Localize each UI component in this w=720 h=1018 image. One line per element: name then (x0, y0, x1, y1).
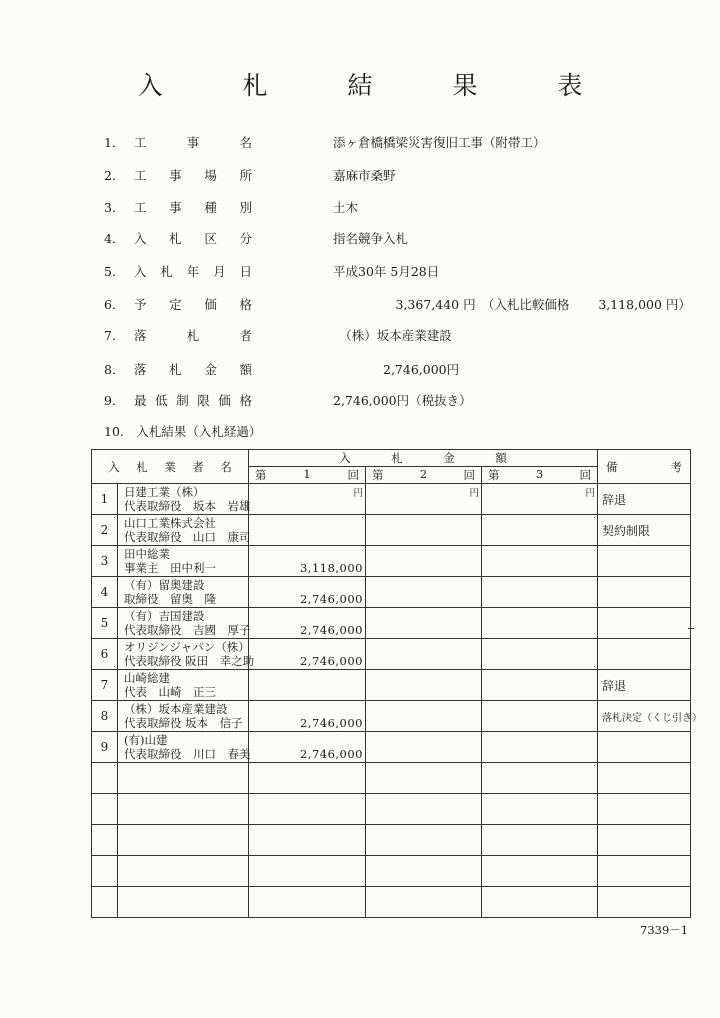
info-label (134, 133, 252, 151)
bidder-name (118, 670, 249, 701)
info-label-char: 年 (186, 264, 200, 279)
representative: 事業主 田中利一 (124, 561, 216, 575)
info-label-char: 格 (239, 393, 252, 408)
bid-amount-round-1 (249, 670, 366, 701)
bid-amount-round-3 (482, 608, 598, 639)
representative: 代表取締役 坂本 岩雄 (124, 499, 251, 513)
info-label-char: 区 (204, 231, 217, 246)
bid-amount-round-2 (366, 639, 482, 670)
info-label-char: 低 (155, 393, 168, 408)
company-name: 田中総業 (124, 547, 170, 561)
remarks-cell (598, 577, 691, 608)
bidder-name (118, 546, 249, 577)
empty-cell (118, 887, 249, 918)
info-value: （株）坂本産業建設 (333, 328, 452, 343)
bidder-header-char: 者 (192, 459, 204, 474)
row-number: 3 (92, 546, 118, 577)
info-label-char: 格 (239, 297, 252, 312)
empty-cell (118, 794, 249, 825)
info-label-char: 最 (134, 393, 147, 408)
table-row (92, 639, 691, 670)
info-label-char: 種 (204, 200, 217, 215)
row-number: 4 (92, 577, 118, 608)
bid-value: 2,746,000 (299, 747, 363, 761)
info-label (134, 295, 252, 313)
info-value: 2,746,000円（税抜き） (333, 393, 472, 408)
info-label (134, 326, 252, 344)
info-label (134, 229, 252, 247)
info-value: 添ヶ倉橋橋梁災害復旧工事（附帯工） (333, 135, 546, 150)
table-row (92, 484, 691, 515)
empty-cell (249, 887, 366, 918)
amount-header-char: 札 (391, 451, 403, 465)
empty-row (92, 763, 691, 794)
remarks-cell (598, 732, 691, 763)
info-number: 5． (104, 264, 125, 279)
page-title: 入 札 結 果 表 (137, 71, 619, 100)
empty-cell (482, 763, 598, 794)
info-label-char: 落 (134, 362, 147, 377)
info-label-char: 限 (197, 393, 210, 408)
representative: 代表取締役 阪田 幸之助 (124, 654, 255, 668)
amount-header-char: 金 (443, 451, 455, 465)
bid-value: 2,746,000 (299, 623, 363, 637)
info-number: 6． (104, 297, 125, 312)
remarks-header-char: 備 (606, 459, 618, 474)
empty-cell (92, 887, 118, 918)
empty-cell (598, 794, 691, 825)
empty-cell (92, 794, 118, 825)
empty-cell (482, 794, 598, 825)
remarks-cell (598, 639, 691, 670)
empty-cell (482, 887, 598, 918)
round-header-1 (249, 467, 366, 484)
bid-amount-round-3 (482, 639, 598, 670)
info-label-char: 価 (204, 297, 217, 312)
round-header-3 (482, 467, 598, 484)
remarks-cell: 辞退 (598, 670, 691, 701)
info-number: 3． (104, 200, 125, 215)
row-number: 9 (92, 732, 118, 763)
empty-cell (249, 763, 366, 794)
margin-mark (688, 628, 694, 629)
info-label-char: 額 (239, 362, 252, 377)
remarks-cell: 契約制限 (598, 515, 691, 546)
bid-amount-round-2 (366, 670, 482, 701)
info-label-char: 場 (204, 168, 217, 183)
table-row (92, 701, 691, 732)
company-name: （有）留奥建設 (124, 578, 205, 592)
yen-mark: 円 (585, 488, 596, 499)
info-label-char: 札 (169, 231, 182, 246)
company-name: （有）吉国建設 (124, 609, 205, 623)
info-label-char: 工 (134, 135, 147, 150)
table-row (92, 515, 691, 546)
info-label-char: 者 (239, 328, 252, 343)
empty-row (92, 887, 691, 918)
info-label-char: 事 (186, 135, 200, 150)
remarks-header (598, 450, 691, 484)
bid-amount-round-3 (482, 515, 598, 546)
empty-cell (482, 856, 598, 887)
empty-cell (366, 794, 482, 825)
bid-amount-round-2 (366, 546, 482, 577)
bid-amount-round-3 (482, 484, 598, 515)
empty-row (92, 825, 691, 856)
empty-cell (598, 825, 691, 856)
empty-cell (249, 794, 366, 825)
bid-amount-round-2 (366, 515, 482, 546)
bidder-header-char: 名 (220, 459, 232, 474)
representative: 代表 山崎 正三 (124, 685, 216, 699)
empty-row (92, 856, 691, 887)
company-name: 日建工業（株） (124, 485, 205, 499)
round-number: 1 (303, 467, 311, 481)
info-label-char: 価 (218, 393, 231, 408)
info-label-char: 事 (169, 200, 182, 215)
round-kai: 回 (579, 468, 592, 482)
bid-amount-header (249, 450, 598, 467)
empty-cell (366, 763, 482, 794)
info-label-char: 工 (134, 200, 147, 215)
info-label (134, 198, 252, 216)
representative: 代表取締役 吉國 厚子 (124, 623, 251, 637)
empty-cell (598, 763, 691, 794)
info-label-char: 名 (239, 135, 252, 150)
bid-amount-round-3 (482, 546, 598, 577)
info-label (134, 360, 252, 378)
company-name: 山崎総建 (124, 671, 170, 685)
bid-amount-round-3 (482, 670, 598, 701)
round-kai: 回 (347, 468, 359, 482)
bid-amount-round-3 (482, 701, 598, 732)
company-name: 山口工業株式会社 (124, 516, 216, 530)
info-label-char: 定 (169, 297, 182, 312)
info-label-char: 工 (134, 168, 147, 183)
empty-cell (366, 825, 482, 856)
bid-amount-round-1 (249, 484, 366, 515)
company-name: (有)山建 (124, 733, 168, 747)
bidder-header-char: 札 (136, 459, 148, 474)
bid-value: 2,746,000 (299, 716, 363, 730)
row-number: 5 (92, 608, 118, 639)
bid-amount-round-1 (249, 515, 366, 546)
bidder-name (118, 577, 249, 608)
bid-amount-round-1 (249, 701, 366, 732)
info-label-char: 制 (176, 393, 189, 408)
info-label-char: 入 (134, 231, 147, 246)
bid-amount-round-2 (366, 484, 482, 515)
remarks-cell (598, 608, 691, 639)
page-number: 7339－1 (640, 923, 689, 937)
info-value: 3,367,440 円 （入札比較価格 3,118,000 円） (333, 297, 691, 312)
info-label-char: 月 (213, 264, 226, 279)
round-dai: 第 (255, 468, 267, 482)
row-number: 6 (92, 639, 118, 670)
info-label-char: 所 (239, 168, 252, 183)
empty-cell (482, 825, 598, 856)
remarks-cell (598, 546, 691, 577)
bid-amount-round-2 (366, 701, 482, 732)
info-label-char: 札 (186, 328, 200, 343)
bidder-name-header (92, 450, 249, 484)
empty-cell (92, 825, 118, 856)
empty-cell (598, 887, 691, 918)
bid-amount-round-2 (366, 732, 482, 763)
info-label-char: 予 (134, 297, 147, 312)
info-label (134, 262, 252, 280)
info-label-char: 日 (239, 264, 252, 279)
info-label (134, 166, 252, 184)
remarks-cell: 辞退 (598, 484, 691, 515)
info-label-char: 分 (239, 231, 252, 246)
info-number: 9． (104, 393, 125, 408)
info-label-char: 落 (134, 328, 147, 343)
bid-value: 3,118,000 (299, 561, 363, 575)
info-label-char: 金 (204, 362, 217, 377)
company-name: オリジンジャパン（株） (124, 640, 250, 654)
table-row (92, 608, 691, 639)
bidder-header-char: 入 (108, 459, 120, 474)
table-row (92, 546, 691, 577)
row-number: 7 (92, 670, 118, 701)
empty-cell (598, 856, 691, 887)
amount-header-char: 入 (339, 451, 351, 465)
bid-amount-round-1 (249, 577, 366, 608)
bidder-name (118, 639, 255, 670)
table-row (92, 577, 691, 608)
info-number: 8． (104, 362, 125, 377)
bid-amount-round-3 (482, 732, 598, 763)
bid-amount-round-1 (249, 639, 366, 670)
empty-cell (366, 856, 482, 887)
info-number: 1． (104, 135, 125, 150)
info-label-char: 事 (169, 168, 182, 183)
empty-cell (366, 887, 482, 918)
round-number: 3 (535, 467, 544, 481)
bidder-name (118, 484, 249, 515)
row-number: 1 (92, 484, 118, 515)
empty-cell (118, 825, 249, 856)
info-label-char: 入 (134, 264, 147, 279)
table-row (92, 670, 691, 701)
info-value: 土木 (333, 200, 359, 215)
table-row (92, 732, 691, 763)
bidder-header-char: 業 (164, 459, 176, 474)
empty-cell (118, 763, 249, 794)
representative: 代表取締役 坂本 信子 (124, 716, 243, 730)
amount-header-char: 額 (495, 451, 507, 465)
empty-cell (249, 856, 366, 887)
bid-amount-round-1 (249, 608, 366, 639)
info-value: 嘉麻市桑野 (333, 168, 396, 183)
bid-value: 2,746,000 (299, 654, 363, 668)
round-dai: 第 (488, 468, 500, 482)
remarks-header-char: 考 (670, 459, 683, 474)
yen-mark: 円 (469, 488, 479, 499)
bid-amount-round-1 (249, 546, 366, 577)
section-bid-results-heading: 10. 入札結果（入札経過） (104, 424, 262, 439)
info-label-char: 別 (239, 200, 252, 215)
info-label-char: 札 (169, 362, 182, 377)
info-number: 7． (104, 328, 125, 343)
company-name: （株）坂本産業建設 (124, 702, 228, 716)
bid-results-table (91, 449, 703, 918)
empty-cell (92, 763, 118, 794)
info-label (134, 391, 252, 409)
bidder-name (118, 732, 249, 763)
row-number: 8 (92, 701, 118, 732)
representative: 代表取締役 山口 康司 (124, 530, 251, 544)
round-dai: 第 (372, 468, 384, 482)
info-number: 4． (104, 231, 125, 246)
round-number: 2 (419, 467, 428, 481)
info-value: 2,746,000円 (333, 362, 460, 377)
bid-amount-round-2 (366, 608, 482, 639)
empty-row (92, 794, 691, 825)
bid-amount-round-1 (249, 732, 366, 763)
info-label-char: 札 (160, 264, 173, 279)
representative: 取締役 留奥 隆 (124, 592, 216, 606)
representative: 代表取締役 川口 春美 (124, 747, 251, 761)
bid-value: 2,746,000 (299, 592, 363, 606)
bid-amount-round-2 (366, 577, 482, 608)
bidder-name (118, 515, 249, 546)
info-value: 平成30年 5月28日 (333, 264, 440, 279)
yen-mark: 円 (353, 488, 363, 499)
bidder-name (118, 608, 249, 639)
remarks-cell: 落札決定（くじ引き） (598, 701, 691, 732)
bidder-name (118, 701, 249, 732)
row-number: 2 (92, 515, 118, 546)
round-kai: 回 (463, 468, 475, 482)
info-number: 2． (104, 168, 125, 183)
empty-cell (92, 856, 118, 887)
empty-cell (249, 825, 366, 856)
info-value: 指名競争入札 (333, 231, 409, 246)
bid-amount-round-3 (482, 577, 598, 608)
empty-cell (118, 856, 249, 887)
round-header-2 (366, 467, 482, 484)
